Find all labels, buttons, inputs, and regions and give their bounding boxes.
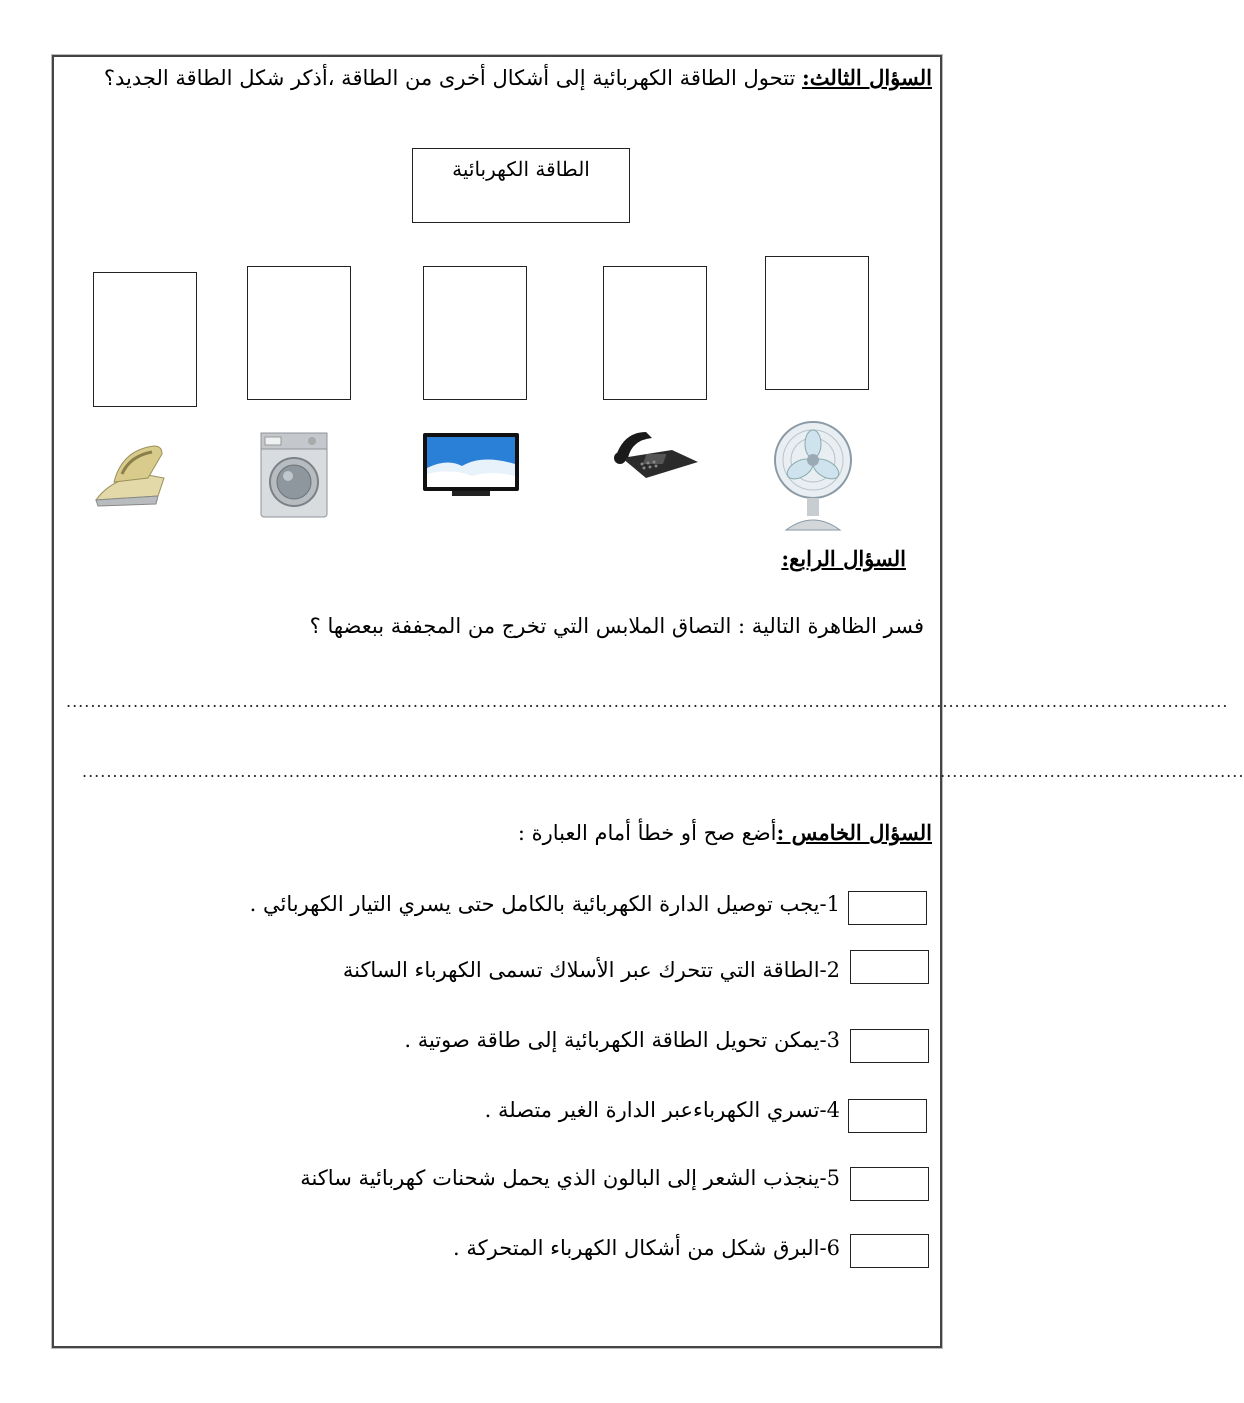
electric-energy-label: الطاقة الكهربائية <box>452 157 590 181</box>
statement-5: 5-ينجذب الشعر إلى البالون الذي يحمل شحنات كهربائية ساكنة <box>300 1166 840 1190</box>
answer-box-television[interactable] <box>423 266 527 400</box>
telephone-icon <box>612 428 700 480</box>
answer-box-2[interactable] <box>850 950 929 984</box>
iron-icon <box>92 440 168 508</box>
statement-2: 2-الطاقة التي تتحرك عبر الأسلاك تسمى الكهرباء الساكنة <box>342 958 840 982</box>
statement-4: 4-تسري الكهرباءعبر الدارة الغير متصلة . <box>484 1098 840 1122</box>
answer-line-2[interactable]: ............................................................................................................................................................................................... <box>82 762 1244 781</box>
television-icon <box>422 432 520 498</box>
answer-box-fan[interactable] <box>765 256 869 390</box>
statement-3: 3-يمكن تحويل الطاقة الكهربائية إلى طاقة صوتية . <box>404 1028 840 1052</box>
electric-energy-box <box>412 148 630 223</box>
question-5-instruction: أضع صح أو خطأ أمام العبارة : <box>517 821 777 845</box>
answer-box-3[interactable] <box>850 1029 929 1063</box>
washing-machine-icon <box>260 432 328 518</box>
answer-box-1[interactable] <box>848 891 927 925</box>
answer-box-6[interactable] <box>850 1234 929 1268</box>
answer-box-4[interactable] <box>848 1099 927 1133</box>
question-4-text: فسر الظاهرة التالية : التصاق الملابس التي تخرج من المجففة ببعضها ؟ <box>309 614 924 638</box>
question-4-title: السؤال الرابع: <box>781 546 906 571</box>
question-5-title: السؤال الخامس : <box>776 820 932 845</box>
question-3-text: تتحول الطاقة الكهربائية إلى أشكال أخرى من الطاقة ،أذكر شكل الطاقة الجديد؟ <box>103 66 803 90</box>
fan-icon <box>772 414 854 532</box>
answer-box-telephone[interactable] <box>603 266 707 400</box>
question-5-header <box>518 820 932 845</box>
answer-box-iron[interactable] <box>93 272 197 407</box>
statement-1: 1-يجب توصيل الدارة الكهربائية بالكامل حتى يسري التيار الكهربائي . <box>249 892 840 916</box>
answer-line-1[interactable]: ............................................................................................................................................................................................... <box>66 692 1229 711</box>
statement-6: 6-البرق شكل من أشكال الكهرباء المتحركة . <box>453 1236 840 1260</box>
question-3 <box>97 62 932 94</box>
answer-box-washing-machine[interactable] <box>247 266 351 400</box>
question-3-title: السؤال الثالث: <box>802 65 932 90</box>
answer-box-5[interactable] <box>850 1167 929 1201</box>
